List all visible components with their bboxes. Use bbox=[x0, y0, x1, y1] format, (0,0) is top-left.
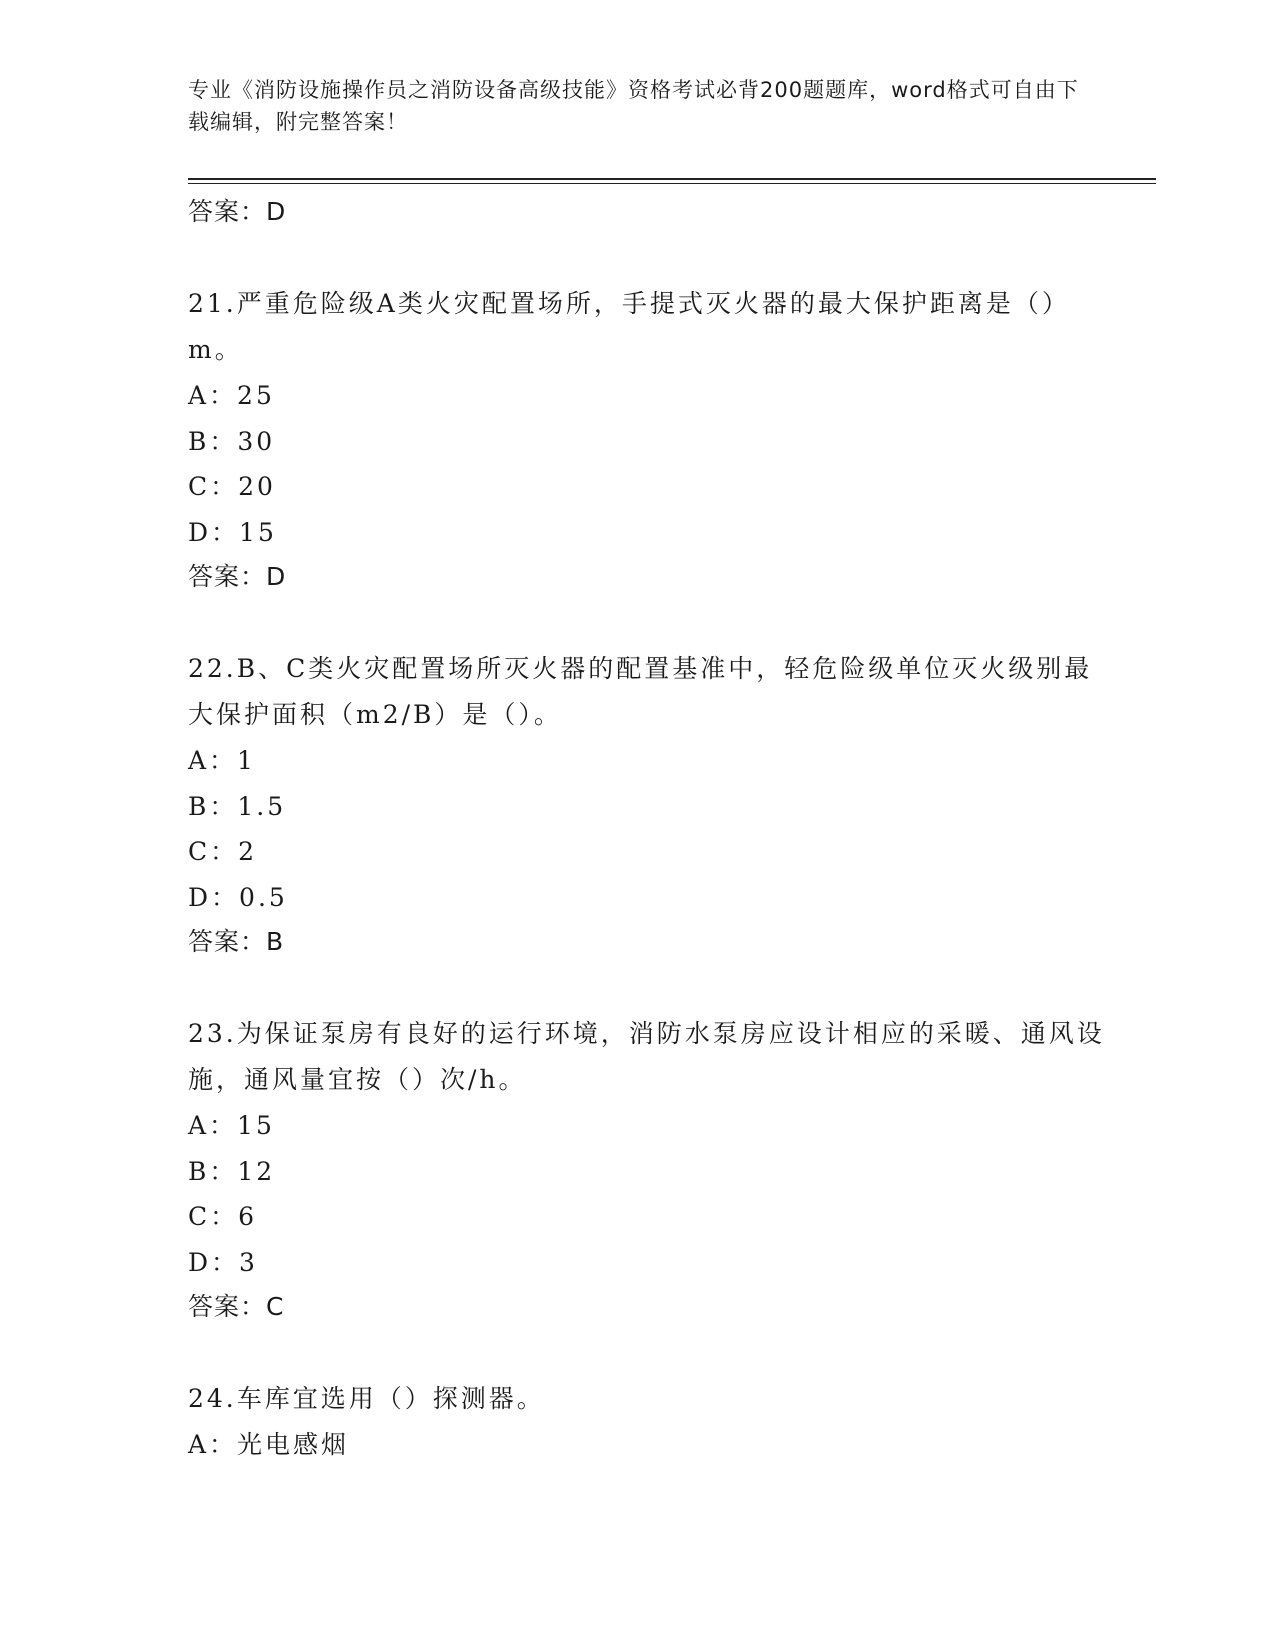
question-item bbox=[188, 1011, 1108, 1329]
option-c: C：20 bbox=[188, 472, 276, 501]
option-b: B：12 bbox=[188, 1156, 276, 1186]
page-header: 专业《消防设施操作员之消防设备高级技能》资格考试必背200题题库，word格式可自由下载编辑，附完整答案！ bbox=[188, 78, 1079, 134]
option-a: A：1 bbox=[188, 746, 256, 775]
question-item bbox=[188, 1376, 1108, 1468]
question-item bbox=[188, 281, 1108, 599]
option-b: B：30 bbox=[188, 426, 276, 456]
question-text: 21.严重危险级A类火灾配置场所，手提式灭火器的最大保护距离是（）m。 bbox=[188, 289, 1070, 364]
header-rule-thin bbox=[188, 183, 1156, 184]
header-rule-thick bbox=[188, 178, 1156, 180]
option-a: A：25 bbox=[188, 381, 275, 410]
question-text: 24.车库宜选用（）探测器。 bbox=[188, 1384, 545, 1413]
question-text: 22.B、C类火灾配置场所灭火器的配置基准中，轻危险级单位灭火级别最大保护面积（m2/B）是（）。 bbox=[188, 654, 1093, 729]
option-b: B：1.5 bbox=[188, 791, 287, 821]
option-c: C：2 bbox=[188, 837, 258, 866]
question-item bbox=[188, 646, 1108, 964]
option-c: C：6 bbox=[188, 1202, 258, 1231]
answer-line: 答案：D bbox=[188, 562, 287, 591]
document-body bbox=[188, 190, 1108, 1468]
option-a: A：15 bbox=[188, 1111, 275, 1140]
question-text: 23.为保证泵房有良好的运行环境，消防水泵房应设计相应的采暖、通风设施，通风量宜按（）次/h。 bbox=[188, 1019, 1105, 1094]
option-d: D：0.5 bbox=[188, 882, 288, 912]
answer-line: 答案：C bbox=[188, 1292, 285, 1321]
option-d: D：3 bbox=[188, 1247, 258, 1277]
answer-line: 答案：D bbox=[188, 197, 287, 226]
option-d: D：15 bbox=[188, 517, 277, 547]
option-a: A：光电感烟 bbox=[188, 1430, 350, 1459]
answer-line: 答案：B bbox=[188, 927, 285, 956]
